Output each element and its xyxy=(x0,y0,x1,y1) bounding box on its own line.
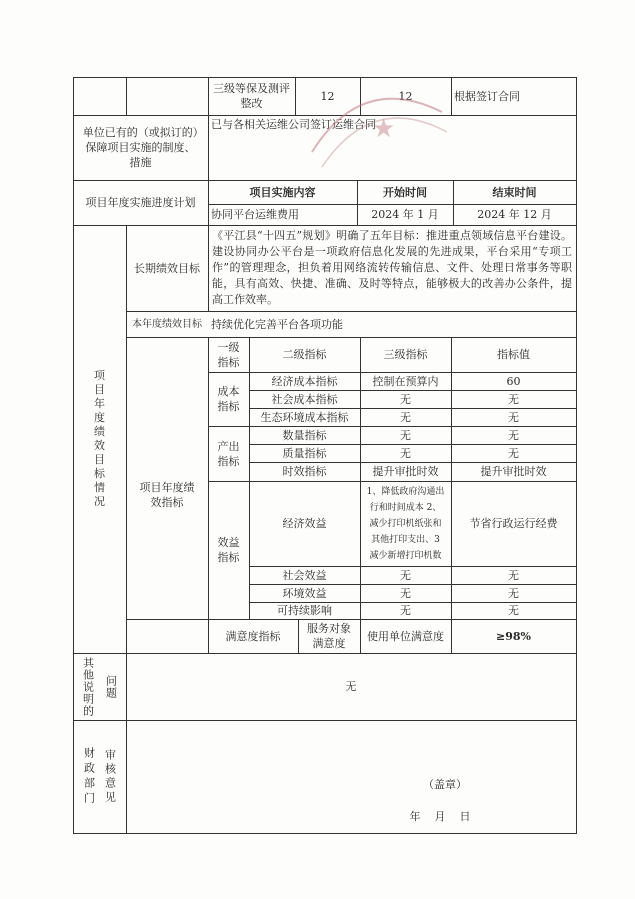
satisfaction-third: 使用单位满意度 xyxy=(367,629,444,643)
output-row-third: 提升审批时效 xyxy=(372,465,439,478)
indicator-header-value: 指标值 xyxy=(497,348,530,361)
cost-indicator-label: 成本指标 xyxy=(217,385,240,413)
safeguards-content: 已与各相关运维公司签订运维合同 xyxy=(211,118,376,131)
finance-label-b: 审核意见 xyxy=(103,748,117,805)
benefit-row-third: 无 xyxy=(400,586,411,600)
finance-date: 年 月 日 xyxy=(409,809,471,823)
other-label xyxy=(73,653,126,720)
cost-row-name: 社会成本指标 xyxy=(271,392,338,406)
benefit-row-name: 环境效益 xyxy=(282,586,327,600)
long-term-text: 《平江县“十四五”规划》明确了五年目标：推进重点领域信息平台建设。建设协同办公平台是一项政府信息化发展的先进成果，平台采用“专项工作”的管理理念，担负着用网络流转传输信息、文件、处理日常事务等职能，具有高效、快捷、准确、及时等特点，能够极大的改善办公条件，提高工作效率。 xyxy=(212,229,572,306)
finance-label-a: 财政部门 xyxy=(82,746,96,807)
output-row-name: 时效指标 xyxy=(282,465,327,478)
cost-row-third: 无 xyxy=(400,410,411,424)
output-row-third: 无 xyxy=(400,446,411,460)
top-row-basis: 根据签订合同 xyxy=(454,89,520,103)
schedule-row-start: 2024 年 1 月 xyxy=(371,208,439,221)
benefit-row-third: 1、降低政府沟通出行和时间成本 2、减少打印机纸张和其他打印支出、3 减少新增打印机数 xyxy=(366,486,445,561)
indicator-header-level2: 二级指标 xyxy=(282,348,327,361)
benefit-row-name: 经济效益 xyxy=(282,517,327,530)
rule xyxy=(576,77,577,834)
schedule-header-content: 项目实施内容 xyxy=(249,185,316,199)
schedule-row-end: 2024 年 12 月 xyxy=(477,208,552,221)
finance-label xyxy=(73,720,126,833)
satisfaction-indicator-label: 满意度指标 xyxy=(225,629,281,643)
schedule-row-content: 协同平台运维费用 xyxy=(211,208,299,221)
annual-goal-label: 本年度绩效目标 xyxy=(132,318,202,330)
indicator-header-level1: 一级指标 xyxy=(217,340,240,369)
indicators-label: 项目年度绩效指标 xyxy=(139,481,195,509)
benefit-row-name: 社会效益 xyxy=(282,568,327,582)
benefit-row-third: 无 xyxy=(400,604,411,617)
long-term-label: 长期绩效目标 xyxy=(134,261,200,275)
rule xyxy=(73,720,576,721)
rule xyxy=(73,833,576,834)
schedule-header-end: 结束时间 xyxy=(492,185,537,199)
output-row-value: 无 xyxy=(508,428,519,442)
cost-row-name: 生态环境成本指标 xyxy=(260,410,349,424)
output-row-value: 提升审批时效 xyxy=(480,465,547,478)
other-label-a: 其他说明的 xyxy=(81,656,95,717)
schedule-header-start: 开始时间 xyxy=(383,185,427,199)
benefit-row-value: 无 xyxy=(508,586,519,600)
output-row-third: 无 xyxy=(400,428,411,442)
benefit-row-third: 无 xyxy=(400,568,411,582)
output-row-name: 数量指标 xyxy=(282,428,327,442)
benefit-row-value: 无 xyxy=(508,568,519,582)
schedule-label: 项目年度实施进度计划 xyxy=(85,196,196,209)
cost-row-name: 经济成本指标 xyxy=(271,374,338,388)
benefit-row-value: 无 xyxy=(508,604,519,617)
satisfaction-sub-label: 服务对象满意度 xyxy=(307,622,351,650)
cost-row-third: 无 xyxy=(400,392,411,406)
top-row-value-b: 12 xyxy=(398,89,413,103)
cost-row-value: 无 xyxy=(508,392,519,406)
cost-row-value: 60 xyxy=(506,374,521,388)
annual-goal-text: 持续优化完善平台各项功能 xyxy=(211,317,343,331)
indicator-header-level3: 三级指标 xyxy=(383,348,428,361)
benefit-indicator-label: 效益指标 xyxy=(217,536,240,564)
safeguards-label: 单位已有的（或拟订的）保障项目实施的制度、措施 xyxy=(82,126,199,169)
top-row-item: 三级等保及测评整改 xyxy=(213,82,290,110)
rule xyxy=(126,77,127,116)
output-indicator-label: 产出指标 xyxy=(217,439,240,468)
goals-section-label: 项目年度绩效目标情况 xyxy=(94,369,105,508)
top-row-value-a: 12 xyxy=(320,89,335,103)
cost-row-value: 无 xyxy=(508,410,519,424)
other-label-b: 问题 xyxy=(104,674,118,699)
benefit-row-value: 节省行政运行经费 xyxy=(469,517,558,530)
benefit-row-name: 可持续影响 xyxy=(277,604,332,617)
svg-text:★: ★ xyxy=(372,114,396,144)
output-row-name: 质量指标 xyxy=(282,446,327,460)
other-content: 无 xyxy=(345,680,357,693)
satisfaction-value: ≥98% xyxy=(496,629,531,643)
cost-row-third: 控制在预算内 xyxy=(372,374,439,388)
finance-seal-text: （盖章） xyxy=(423,777,467,791)
output-row-value: 无 xyxy=(508,446,519,460)
